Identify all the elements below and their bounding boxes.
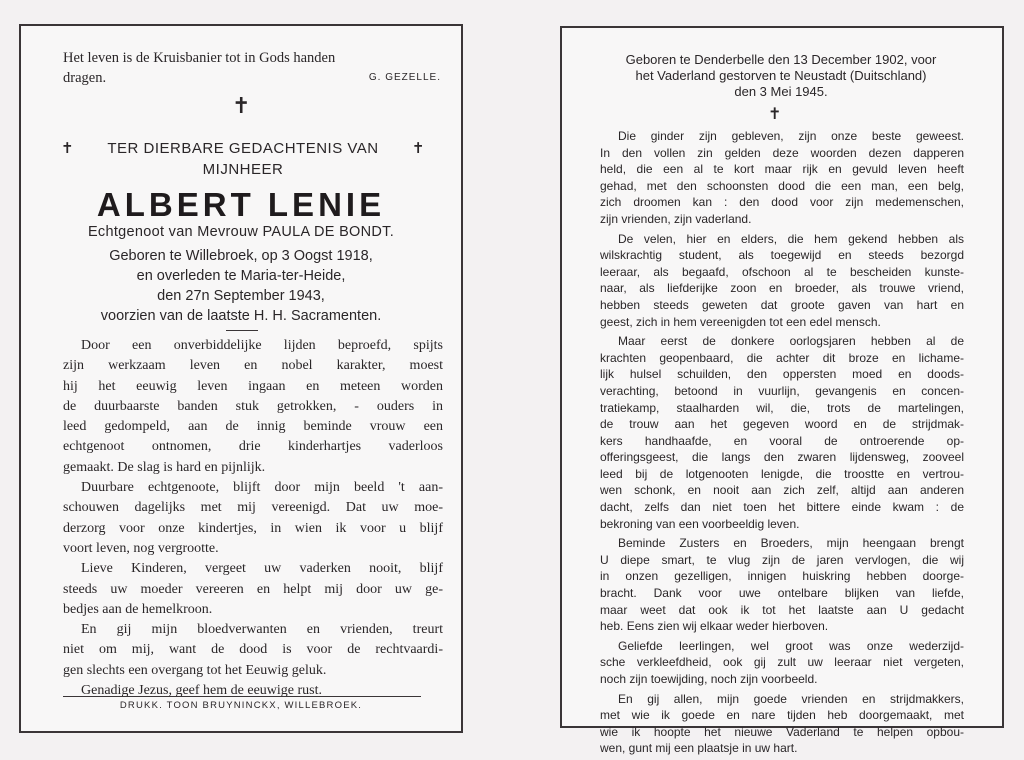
- paragraph: [600, 333, 964, 532]
- text-line: held, die een al te kort maar rijk en gevuld leven heeft: [600, 162, 964, 177]
- cross-icon: ✝: [768, 104, 782, 123]
- text-line: wilskrachtig student, als toegewijd en steeds bezorgd: [600, 248, 964, 263]
- text-line: Duurbare echtgenoote, blijft door mijn beeld 't aan-: [81, 480, 443, 496]
- text-line: Die ginder zijn gebleven, zijn onze beste geweest.: [618, 129, 964, 143]
- text-line: Genadige Jezus, geef hem de eeuwige rust.: [81, 683, 323, 699]
- memorial-card-left: [19, 24, 463, 733]
- text-line: kers handhaafde, en vooral de ontroerende op-: [600, 433, 964, 448]
- text-line: Lieve Kinderen, vergeet uw vaderken nooit, blijf: [81, 561, 443, 577]
- text-line: bedjes aan de hemelkroon.: [63, 601, 213, 617]
- dedication: [61, 138, 425, 180]
- info-line: den 3 Mei 1945.: [734, 84, 828, 99]
- paragraph: [600, 231, 964, 331]
- deceased-name: ALBERT LENIE: [96, 186, 386, 223]
- birth-death-info: [598, 52, 964, 100]
- memorial-card-right: [560, 26, 1004, 756]
- text-line: wen schonk, en nooit aan zich zelf, altijd aan anderen: [600, 483, 964, 498]
- info-line: het Vaderland gestorven te Neustadt (Duitschland): [635, 68, 927, 83]
- cross-icon: ✝: [232, 94, 251, 119]
- text-line: offeringsgeest, die langs den zwaren lijdensweg, zooveel: [600, 450, 964, 465]
- text-line: voort leven, nog vergrootte.: [63, 540, 219, 556]
- text-line: de trouw aan het gegeven woord en de strijdmak-: [600, 417, 964, 432]
- text-line: met wie ik goede en nare tijden heb doorgemaakt, met: [600, 708, 964, 723]
- text-line: in onzen gezelligen, innigen huiskring hebben doorge-: [600, 569, 964, 584]
- text-line: zich droomen kan : den dood voor zijn medemenschen,: [600, 195, 964, 210]
- text-line: niet om mij, want de dood is voor de rechtvaardi-: [63, 642, 443, 658]
- paragraph: [600, 535, 964, 635]
- text-line: Maar eerst de donkere oorlogsjaren hebben al de: [618, 334, 964, 349]
- quote-line-2: dragen.: [63, 70, 107, 86]
- text-line: geest, zich in hem vereenigden tot een edel mensch.: [600, 314, 881, 329]
- dedication-line-1: TER DIERBARE GEDACHTENIS VAN: [107, 140, 379, 157]
- text-line: tratiekamp, staalharden wil, die, trots de martelingen,: [600, 400, 964, 415]
- paragraph: [63, 620, 443, 681]
- text-line: leed bij de lotgenooten lenigde, die troostte en vertrou-: [600, 466, 964, 481]
- text-line: En gij allen, mijn goede vrienden en strijdmakkers,: [618, 691, 964, 706]
- bio-line: en overleden te Maria-ter-Heide,: [136, 268, 346, 284]
- paragraph: [63, 559, 443, 620]
- body-text-left: [63, 336, 443, 701]
- text-line: hebben steeds geweten dat groote gaven van hart en: [600, 297, 964, 312]
- text-line: leeraar, als begaafd, ofschoon al te bescheiden kunste-: [600, 264, 964, 279]
- text-line: gehad, met den schoonsten dood die een man, een belg,: [600, 178, 964, 193]
- divider: [226, 330, 258, 331]
- gezelle-quote: [63, 48, 441, 88]
- dedication-line-2: MIJNHEER: [202, 161, 284, 178]
- bio-block: [21, 246, 461, 326]
- body-text-right: [600, 128, 964, 760]
- printer-credit: DRUKK. TOON BRUYNINCKX, WILLEBROEK.: [119, 700, 363, 711]
- quote-line-1: Het leven is de Kruisbanier tot in Gods handen: [63, 50, 336, 66]
- text-line: leed gedompeld, aan de innig beminde vrouw een: [63, 419, 443, 435]
- text-line: bracht. Dank voor uwe ontelbare blijken van liefde,: [600, 586, 964, 601]
- text-line: maar weet dat ook ik tot het laatste aan U gedacht: [600, 602, 964, 617]
- paragraph: [63, 336, 443, 478]
- text-line: sche verkleefdheid, ook gij zult uw leeraar niet vergeten,: [600, 655, 964, 670]
- text-line: verachting, betoond in vuurlijn, gevangenis en concen-: [600, 383, 964, 398]
- paragraph: [600, 128, 964, 228]
- text-line: noch zijn toewijding, noch zijn voorbeeld.: [600, 672, 818, 686]
- text-line: Geliefde leerlingen, wel groot was onze wederzijd-: [618, 638, 964, 653]
- text-line: heb. Eens zien wij elkaar weder hierboven.: [600, 619, 829, 634]
- text-line: lijk hulsel schuilden, den oppersten moed en doods-: [600, 367, 964, 382]
- paragraph: [63, 681, 443, 701]
- text-line: dacht, zelfs dan niet toen het bittere einde kwam : de: [600, 500, 964, 515]
- text-line: gen slechts een overgang tot het Eeuwig geluk.: [63, 662, 327, 678]
- spouse-line: Echtgenoot van Mevrouw PAULA DE BONDT.: [87, 224, 395, 240]
- text-line: zijn werkzaam leven en nobel karakter, moest: [63, 358, 443, 374]
- text-line: U diepe smart, te vlug zijn de jaren vervlogen, die wij: [600, 552, 964, 567]
- text-line: Door een onverbiddelijke lijden beproefd, spijts: [81, 338, 443, 353]
- text-line: In den vollen zin gelden deze woorden dezen dapperen: [600, 145, 964, 160]
- quote-author: G. GEZELLE.: [368, 72, 441, 83]
- paragraph: [600, 691, 964, 757]
- text-line: wen, gunt mij een plaatsje in uw hart.: [600, 741, 798, 756]
- text-line: derzorg voor onze kindertjes, in wien ik voor u blijf: [63, 520, 443, 536]
- paragraph: [63, 478, 443, 559]
- divider: [63, 696, 421, 697]
- text-line: echtgenoot ontnomen, drie kinderhartjes vaderloos: [63, 439, 443, 455]
- bio-line: den 27n September 1943,: [157, 288, 325, 304]
- text-line: krachten geopenbaard, die achter dit broze en lichame-: [600, 350, 964, 365]
- text-line: bekroning van een voorbeeldig leven.: [600, 516, 800, 531]
- cross-icon: ✝: [61, 139, 75, 157]
- paragraph: [600, 638, 964, 688]
- text-line: schouwen dagelijks met mij vereenigd. Dat uw moe-: [63, 500, 443, 516]
- text-line: steeds uw moeder vereeren en helpt mij door uw ge-: [63, 581, 443, 597]
- info-line: Geboren te Denderbelle den 13 December 1902, voor: [625, 52, 937, 67]
- cross-icon: ✝: [411, 139, 425, 157]
- text-line: hij het eeuwig leven ingaan en meteen worden: [63, 378, 443, 394]
- bio-line: Geboren te Willebroek, op 3 Oogst 1918,: [109, 248, 373, 264]
- text-line: En gij mijn bloedverwanten en vrienden, treurt: [81, 622, 443, 638]
- text-line: De velen, hier en elders, die hem gekend hebben als: [618, 231, 964, 246]
- text-line: Beminde Zusters en Broeders, mijn heengaan brengt: [618, 536, 964, 551]
- text-line: zijn vrienden, zijn vaderland.: [600, 211, 752, 226]
- text-line: naar, als liefderijke zoon en broeder, als trouwe vriend,: [600, 281, 964, 296]
- text-line: wie ik hoopte het nieuwe Vaderland te helpen opbou-: [600, 724, 964, 739]
- bio-line: voorzien van de laatste H. H. Sacramenten.: [100, 308, 382, 324]
- text-line: de duurbaarste banden stuk getrokken, - ouders in: [63, 398, 443, 414]
- text-line: gemaakt. De slag is hard en pijnlijk.: [63, 459, 266, 475]
